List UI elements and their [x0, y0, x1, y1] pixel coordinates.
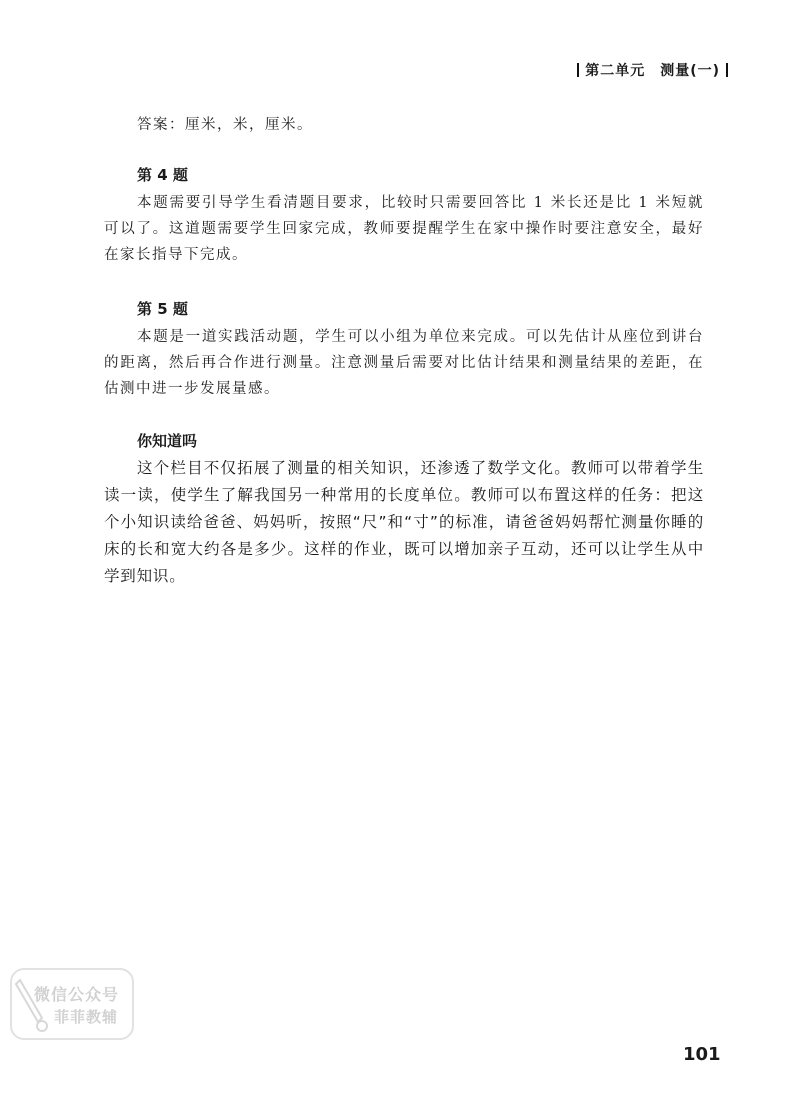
- knowledge-corner: [104, 430, 704, 590]
- section-question-5: [104, 296, 704, 402]
- running-head: [571, 60, 734, 80]
- running-head-text: 第二单元 测量(一): [585, 63, 720, 79]
- answer-line: 答案：厘米，米，厘米。: [137, 117, 313, 133]
- knowledge-corner-paragraph: 这个栏目不仅拓展了测量的相关知识，还渗透了数学文化。教师可以带着学生读一读，使学生了解我国另一种常用的长度单位。教师可以布置这样的任务：把这个小知识读给爸爸、妈妈听，按照“尺”和“寸”的标准，请爸爸妈妈帮忙测量你睡的床的长和宽大约各是多少。这样的作业，既可以增加亲子互动，还可以让学生从中学到知识。: [104, 459, 704, 585]
- watermark: [10, 968, 134, 1040]
- section-paragraph: 本题需要引导学生看清题目要求，比较时只需要回答比 1 米长还是比 1 米短就可以了。这道题需要学生回家完成，教师要提醒学生在家中操作时要注意安全，最好在家长指导下完成。: [104, 195, 704, 263]
- section-title: 第 4 题: [137, 166, 188, 184]
- divider-bar-right: [726, 63, 728, 77]
- section-title: 第 5 题: [137, 300, 188, 318]
- divider-bar-left: [577, 63, 579, 77]
- section-question-4: [104, 162, 704, 268]
- page-number: 101: [683, 1044, 721, 1065]
- page-content: [104, 112, 704, 618]
- section-paragraph: 本题是一道实践活动题，学生可以小组为单位来完成。可以先估计从座位到讲台的距离，然后再合作进行测量。注意测量后需要对比估计结果和测量结果的差距，在估测中进一步发展量感。: [104, 329, 704, 397]
- watermark-line1: 微信公众号: [34, 985, 120, 1004]
- watermark-line2: 菲菲教辅: [54, 1008, 119, 1026]
- knowledge-corner-title: 你知道吗: [137, 432, 198, 450]
